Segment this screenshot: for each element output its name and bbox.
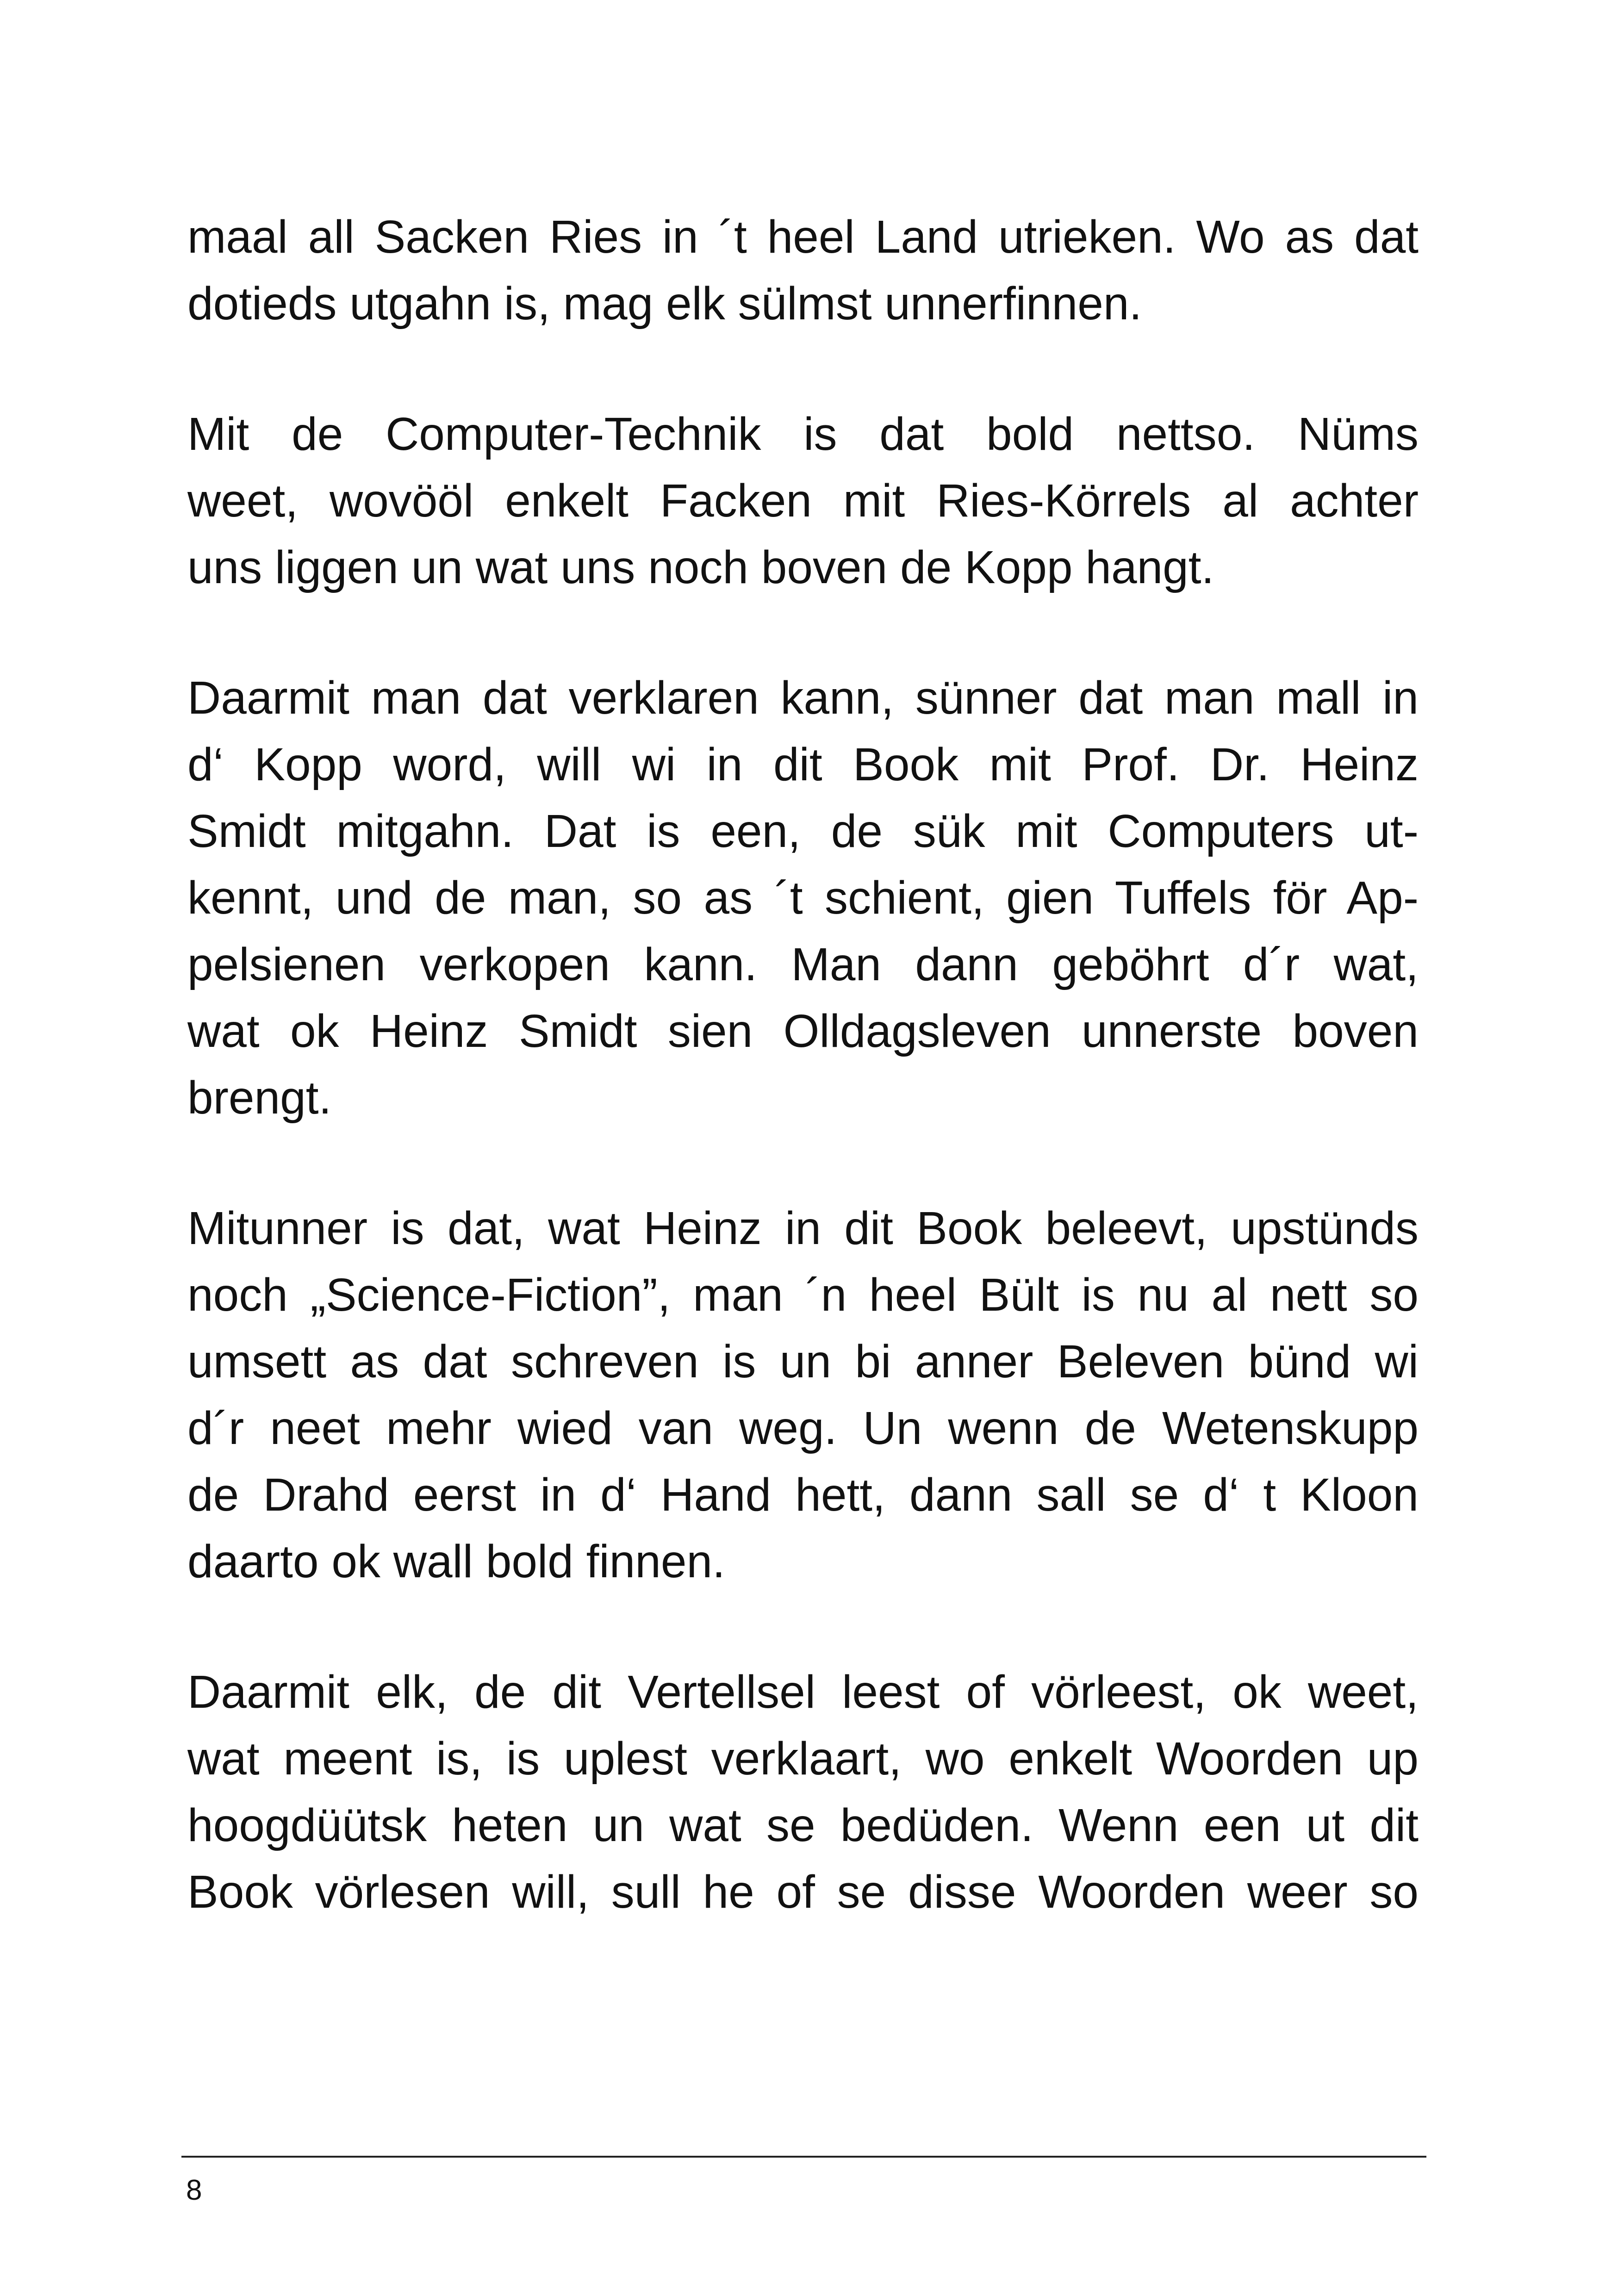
text-line: pelsienen verkopen kann. Man dann geböhrt d´r wat, xyxy=(187,939,1419,990)
text-line: kennt, und de man, so as ´t schient, gien Tuffels för Ap- xyxy=(187,872,1419,924)
text-line: de Drahd eerst in d‘ Hand hett, dann sall se d‘ t Kloon xyxy=(187,1469,1419,1521)
text-line: Mitunner is dat, wat Heinz in dit Book beleevt, upstünds xyxy=(187,1202,1419,1254)
text-line: dotieds utgahn is, mag elk sülmst unnerfinnen. xyxy=(187,278,1142,330)
text-line: noch „Science-Fiction”, man ´n heel Bült is nu al nett so xyxy=(187,1269,1419,1321)
text-line: wat meent is, is uplest verklaart, wo enkelt Woorden up xyxy=(187,1733,1419,1785)
body-text xyxy=(187,204,1419,1989)
paragraph-2 xyxy=(187,401,1419,601)
text-line: daarto ok wall bold finnen. xyxy=(187,1536,725,1587)
paragraph-3 xyxy=(187,665,1419,1131)
text-line: Daarmit elk, de dit Vertellsel leest of vörleest, ok weet, xyxy=(187,1666,1419,1718)
text-line: d´r neet mehr wied van weg. Un wenn de Wetenskupp xyxy=(187,1402,1419,1454)
text-line: umsett as dat schreven is un bi anner Beleven bünd wi xyxy=(187,1336,1419,1388)
text-line: wat ok Heinz Smidt sien Olldagsleven unnerste boven xyxy=(187,1005,1419,1057)
text-line: maal all Sacken Ries in ´t heel Land utrieken. Wo as dat xyxy=(187,211,1419,263)
footer-divider xyxy=(181,2156,1426,2158)
text-line: hoogdüütsk heten un wat se bedüden. Wenn een ut dit xyxy=(187,1799,1419,1851)
page-number: 8 xyxy=(186,2174,202,2206)
text-line: Mit de Computer-Technik is dat bold nettso. Nüms xyxy=(187,408,1419,460)
text-line: d‘ Kopp word, will wi in dit Book mit Prof. Dr. Heinz xyxy=(187,739,1419,790)
text-line: uns liggen un wat uns noch boven de Kopp hangt. xyxy=(187,541,1214,593)
paragraph-1 xyxy=(187,204,1419,337)
text-line: Book vörlesen will, sull he of se disse Woorden weer so xyxy=(187,1866,1419,1918)
text-line: weet, wovööl enkelt Facken mit Ries-Körrels al achter xyxy=(187,475,1419,527)
text-line: Smidt mitgahn. Dat is een, de sük mit Computers ut- xyxy=(187,805,1419,857)
paragraph-5 xyxy=(187,1659,1419,1925)
text-line: Daarmit man dat verklaren kann, sünner dat man mall in xyxy=(187,672,1419,724)
paragraph-4 xyxy=(187,1195,1419,1595)
text-line: brengt. xyxy=(187,1072,332,1124)
